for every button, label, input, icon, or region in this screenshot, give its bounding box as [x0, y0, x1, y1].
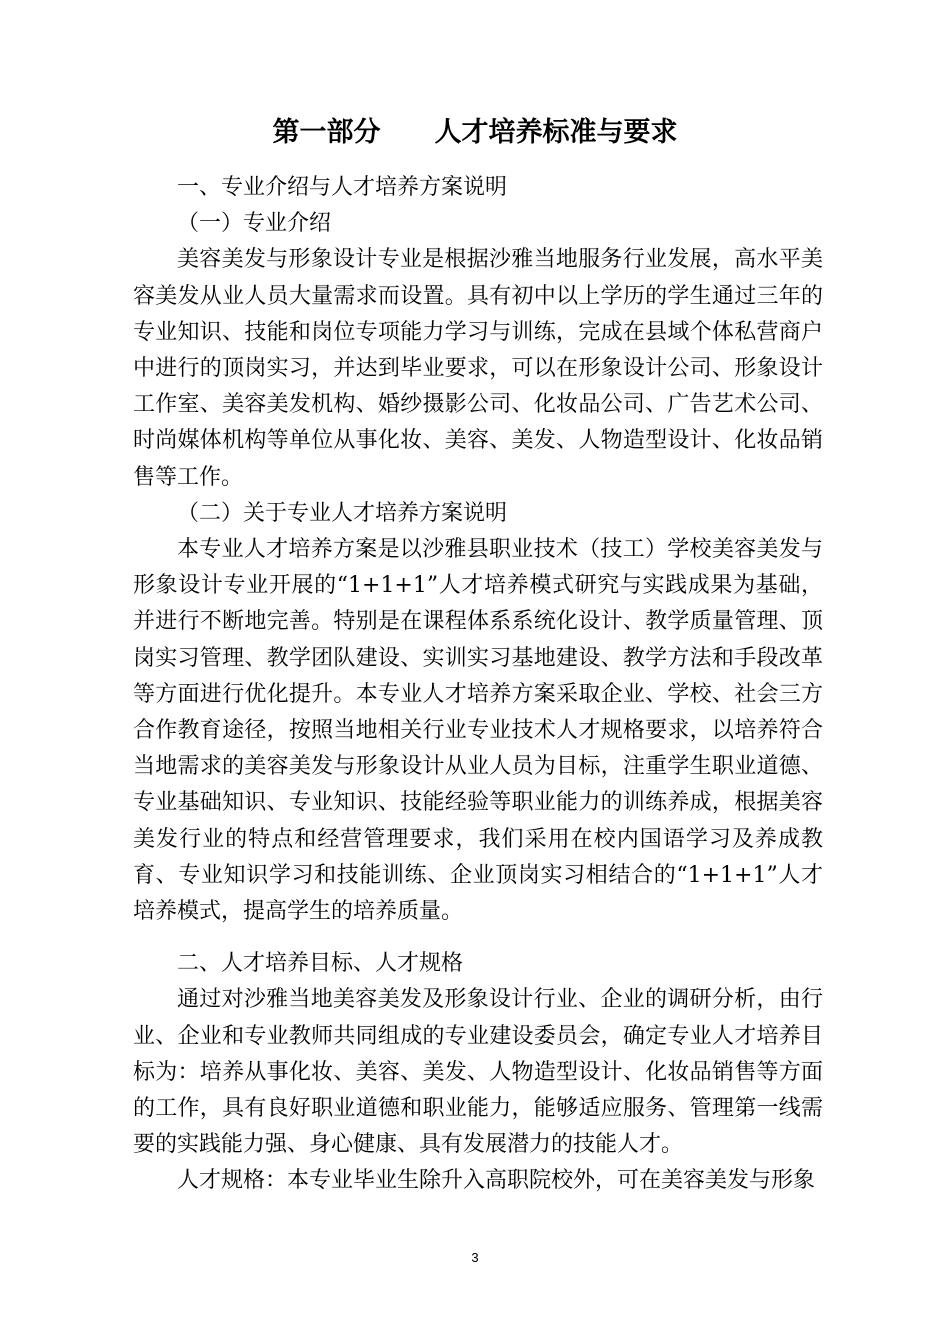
- page-title: [0, 110, 950, 149]
- title-part: 第一部分: [272, 117, 381, 148]
- subsection-heading: （二）关于专业人才培养方案说明: [177, 500, 508, 526]
- title-name: 人才培养标准与要求: [434, 117, 678, 148]
- document-body: [133, 170, 823, 1200]
- subsection-heading: （一）专业介绍: [177, 211, 332, 237]
- section-heading: 二、人才培养目标、人才规格: [177, 951, 464, 977]
- paragraph: 通过对沙雅当地美容美发及形象设计行业、企业的调研分析，由行业、企业和专业教师共同组成的专业建设委员会，确定专业人才培养目标为：培养从事化妆、美容、美发、人物造型设计、化妆品销售等方面的工作，具有良好职业道德和职业能力，能够适应服务、管理第一线需要的实践能力强、身心健康、具有发展潜力的技能人才。: [133, 987, 823, 1158]
- paragraph: 本专业人才培养方案是以沙雅县职业技术（技工）学校美容美发与形象设计专业开展的“1+1+1”人才培养模式研究与实践成果为基础，并进行不断地完善。特别是在课程体系系统化设计、教学质量管理、顶岗实习管理、教学团队建设、实训实习基地建设、教学方法和手段改革等方面进行优化提升。本专业人才培养方案采取企业、学校、社会三方合作教育途径，按照当地相关行业专业技术人才规格要求，以培养符合当地需求的美容美发与形象设计从业人员为目标，注重学生职业道德、专业基础知识、专业知识、技能经验等职业能力的训练养成，根据美容美发行业的特点和经营管理要求，我们采用在校内国语学习及养成教育、专业知识学习和技能训练、企业顶岗实习相结合的“1+1+1”人才培养模式，提高学生的培养质量。: [133, 537, 823, 925]
- page-number: 3: [471, 1250, 479, 1265]
- paragraph: 人才规格：本专业毕业生除升入高职院校外，可在美容美发与形象: [177, 1168, 816, 1194]
- paragraph: 美容美发与形象设计专业是根据沙雅当地服务行业发展，高水平美容美发从业人员大量需求而设置。具有初中以上学历的学生通过三年的专业知识、技能和岗位专项能力学习与训练，完成在县域个体私营商户中进行的顶岗实习，并达到毕业要求，可以在形象设计公司、形象设计工作室、美容美发机构、婚纱摄影公司、化妆品公司、广告艺术公司、时尚媒体机构等单位从事化妆、美容、美发、人物造型设计、化妆品销售等工作。: [133, 247, 823, 490]
- section-heading: 一、专业介绍与人才培养方案说明: [177, 175, 508, 200]
